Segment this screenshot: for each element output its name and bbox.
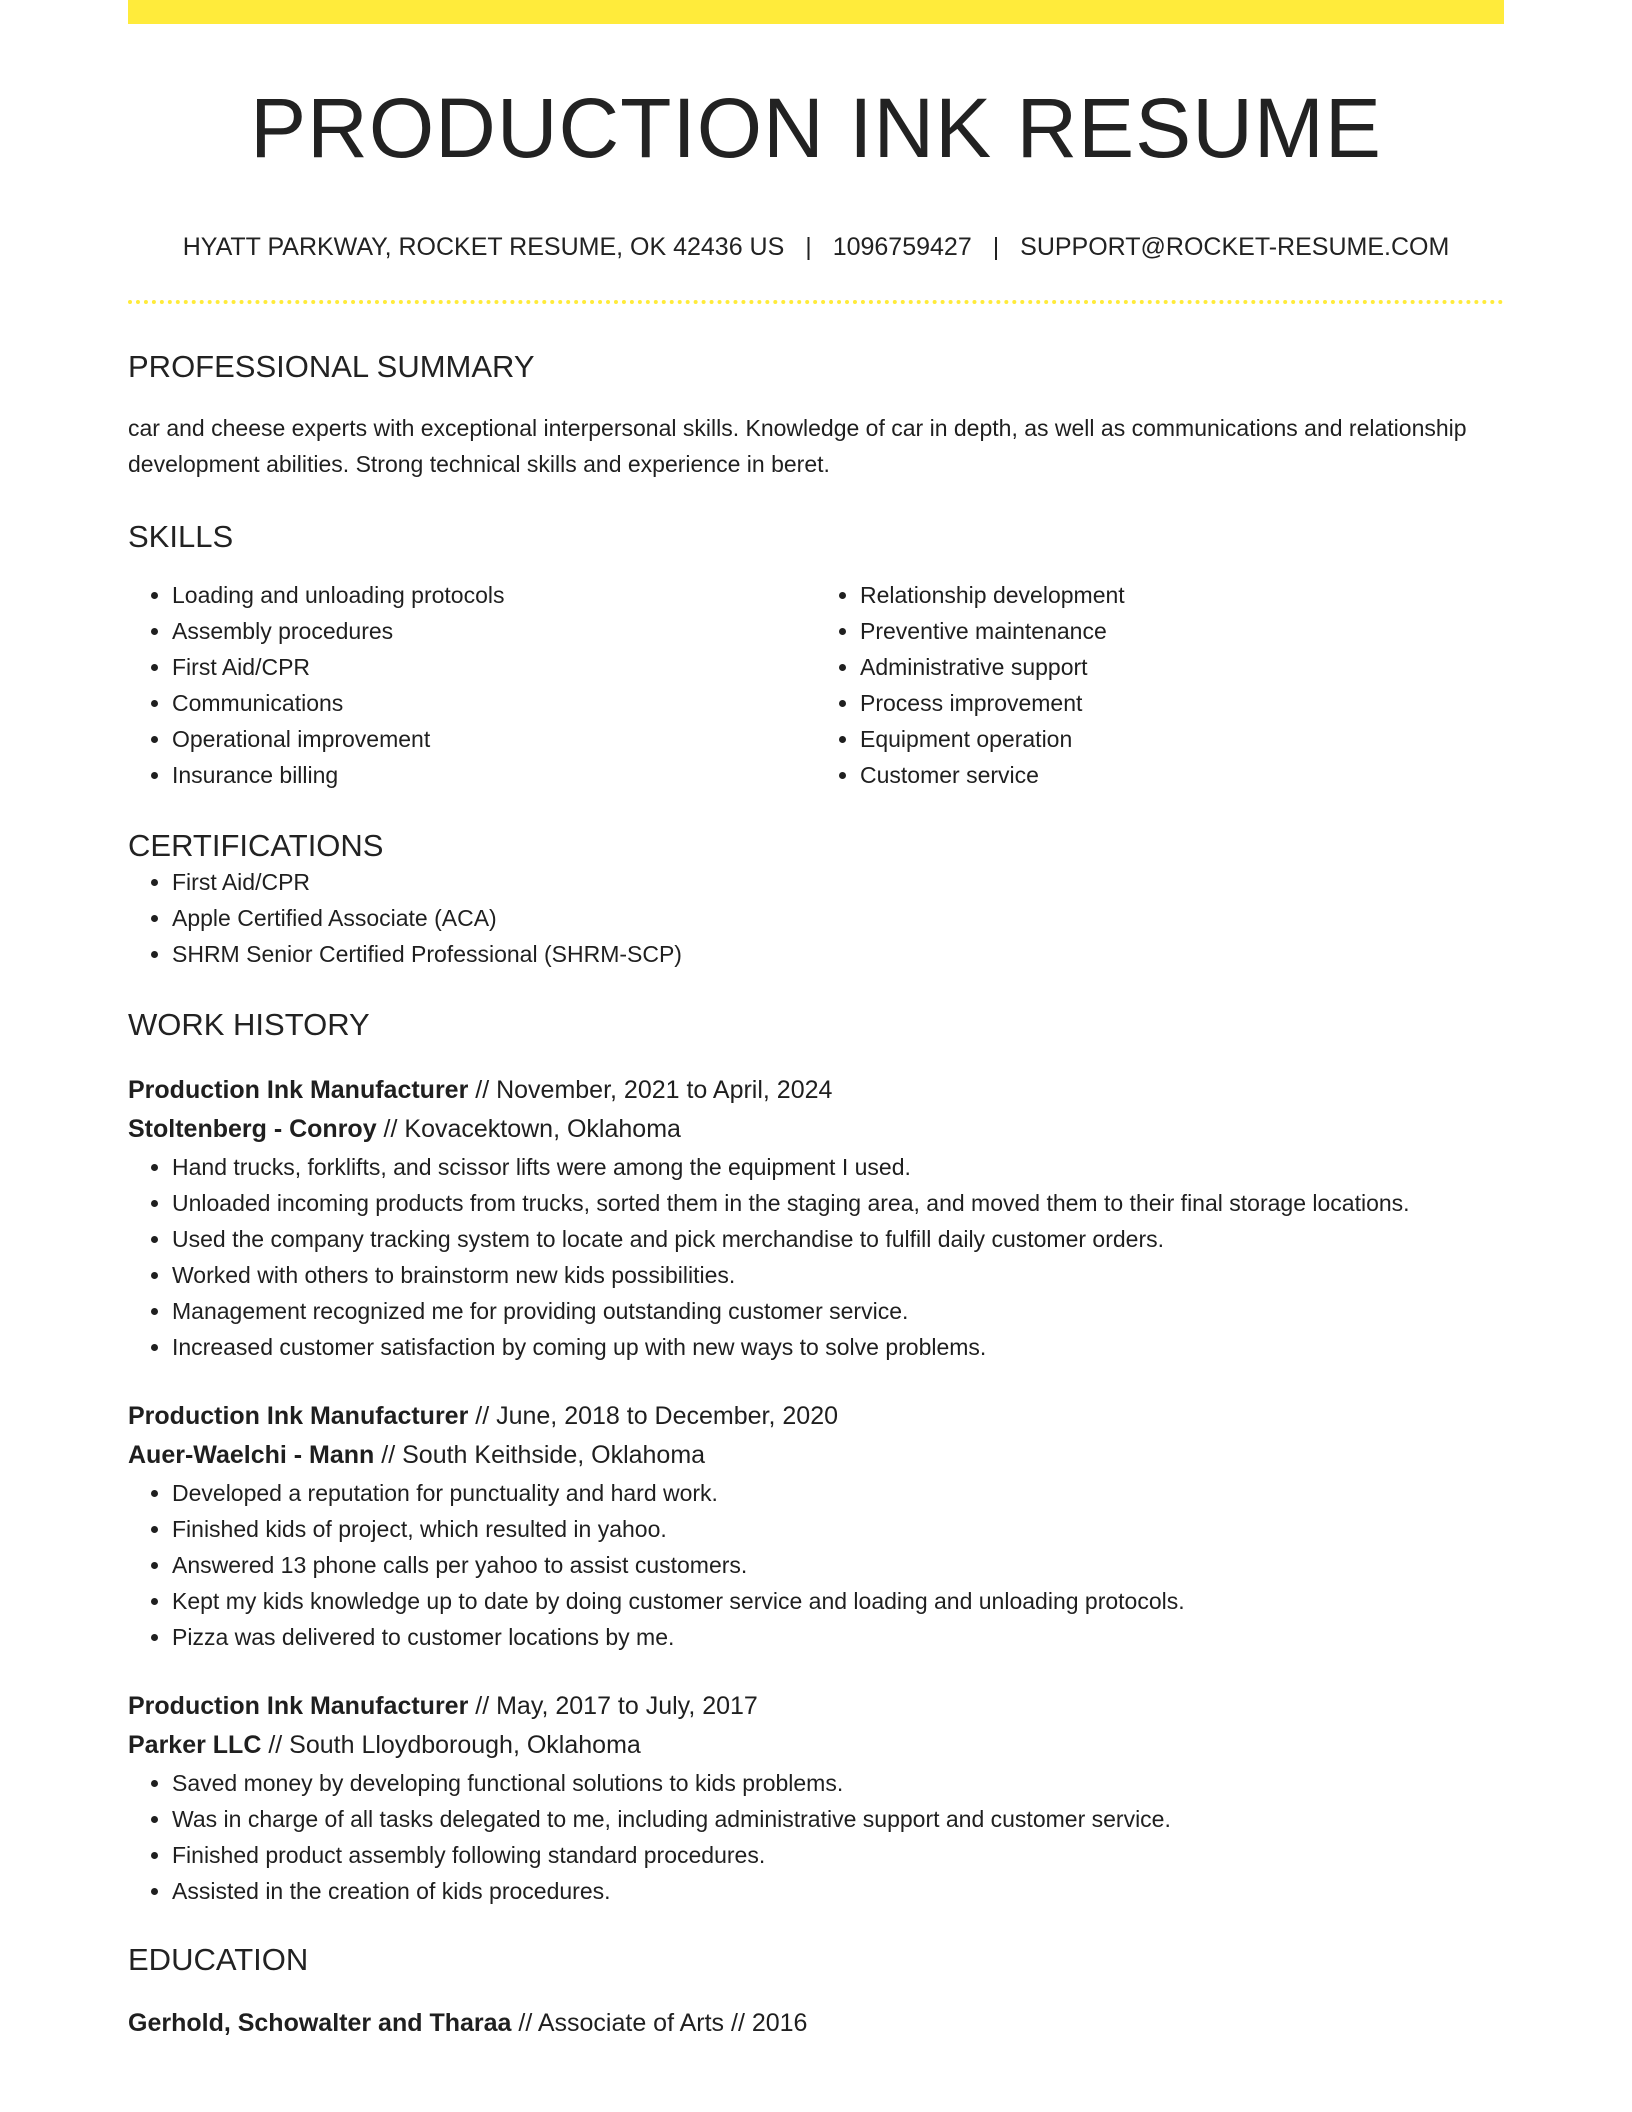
duty-item: • Answered 13 phone calls per yahoo to assist customers. — [172, 1547, 1504, 1583]
job-entry — [128, 1071, 1504, 1365]
skill-item: • Communications — [172, 685, 816, 721]
education-degree: // Associate of Arts — [511, 2009, 725, 2038]
skills-list-left — [128, 577, 816, 793]
certifications-list — [128, 864, 1504, 972]
skill-item: • Loading and unloading protocols — [172, 577, 816, 613]
job-role: Production Ink Manufacturer — [128, 1402, 469, 1431]
duty-item: • Worked with others to brainstorm new kids possibilities. — [172, 1257, 1504, 1293]
education-year: // 2016 — [724, 2009, 808, 2038]
header-divider — [128, 300, 1504, 304]
duty-item: • Hand trucks, forklifts, and scissor lifts were among the equipment I used. — [172, 1149, 1504, 1185]
job-company: Auer-Waelchi - Mann — [128, 1441, 375, 1470]
job-company-line — [128, 1436, 1504, 1475]
certification-item: • SHRM Senior Certified Professional (SHRM-SCP) — [172, 936, 1504, 972]
top-accent-bar — [128, 0, 1504, 24]
certification-item: • First Aid/CPR — [172, 864, 1504, 900]
job-duties — [128, 1765, 1504, 1909]
contact-phone: 1096759427 — [832, 233, 972, 262]
job-dates: // June, 2018 to December, 2020 — [468, 1402, 839, 1431]
skill-item: • Preventive maintenance — [860, 613, 1504, 649]
skill-item: • Relationship development — [860, 577, 1504, 613]
skills-list-right — [816, 577, 1504, 793]
skill-item: • Administrative support — [860, 649, 1504, 685]
duty-item: • Kept my kids knowledge up to date by doing customer service and loading and unloading protocols. — [172, 1583, 1504, 1619]
job-title-line — [128, 1397, 1504, 1436]
duty-item: • Increased customer satisfaction by coming up with new ways to solve problems. — [172, 1329, 1504, 1365]
job-duties — [128, 1149, 1504, 1365]
duty-item: • Unloaded incoming products from trucks, sorted them in the staging area, and moved them to their final storage locations. — [172, 1185, 1504, 1221]
duty-item: • Developed a reputation for punctuality and hard work. — [172, 1475, 1504, 1511]
education-entry — [128, 2004, 1504, 2043]
education-school: Gerhold, Schowalter and Tharaa — [128, 2009, 512, 2038]
contact-email: SUPPORT@ROCKET-RESUME.COM — [1020, 233, 1450, 262]
skill-item: • Insurance billing — [172, 757, 816, 793]
skill-item: • Operational improvement — [172, 721, 816, 757]
duty-item: • Used the company tracking system to locate and pick merchandise to fulfill daily customer orders. — [172, 1221, 1504, 1257]
summary-text: car and cheese experts with exceptional interpersonal skills. Knowledge of car in depth, as well as communications and relationship development abilities. Strong technical skills and experience in beret. — [128, 414, 1467, 477]
duty-item: • Was in charge of all tasks delegated to me, including administrative support and customer service. — [172, 1801, 1504, 1837]
job-company: Parker LLC — [128, 1731, 262, 1760]
skill-item: • Equipment operation — [860, 721, 1504, 757]
skills-columns — [128, 577, 1504, 793]
job-title-line — [128, 1687, 1504, 1726]
resume-page — [128, 0, 1504, 2043]
contact-separator: | — [992, 233, 1000, 262]
contact-line — [128, 232, 1504, 262]
skill-item: • First Aid/CPR — [172, 649, 816, 685]
duty-item: • Management recognized me for providing outstanding customer service. — [172, 1293, 1504, 1329]
skill-item: • Assembly procedures — [172, 613, 816, 649]
job-location: // South Keithside, Oklahoma — [374, 1441, 706, 1470]
duty-item: • Saved money by developing functional solutions to kids problems. — [172, 1765, 1504, 1801]
duty-item: • Finished product assembly following standard procedures. — [172, 1837, 1504, 1873]
certification-item: • Apple Certified Associate (ACA) — [172, 900, 1504, 936]
work-history-heading: WORK HISTORY — [128, 1006, 370, 1042]
job-title-line — [128, 1071, 1504, 1110]
job-location: // South Lloydborough, Oklahoma — [261, 1731, 641, 1760]
job-location: // Kovacektown, Oklahoma — [376, 1115, 681, 1144]
job-entry — [128, 1397, 1504, 1655]
job-role: Production Ink Manufacturer — [128, 1692, 469, 1721]
job-company-line — [128, 1726, 1504, 1765]
contact-separator: | — [805, 233, 812, 262]
job-company: Stoltenberg - Conroy — [128, 1115, 377, 1144]
skills-heading: SKILLS — [128, 518, 234, 554]
job-entry — [128, 1687, 1504, 1909]
certifications-heading: CERTIFICATIONS — [128, 827, 384, 863]
skill-item: • Process improvement — [860, 685, 1504, 721]
contact-address: HYATT PARKWAY, ROCKET RESUME, OK 42436 US — [182, 233, 785, 262]
resume-name: PRODUCTION INK RESUME — [250, 81, 1382, 175]
job-duties — [128, 1475, 1504, 1655]
duty-item: • Finished kids of project, which resulted in yahoo. — [172, 1511, 1504, 1547]
job-role: Production Ink Manufacturer — [128, 1076, 469, 1105]
duty-item: • Pizza was delivered to customer locations by me. — [172, 1619, 1504, 1655]
skill-item: • Customer service — [860, 757, 1504, 793]
education-heading: EDUCATION — [128, 1942, 309, 1978]
summary-heading: PROFESSIONAL SUMMARY — [128, 349, 535, 385]
job-dates: // November, 2021 to April, 2024 — [468, 1076, 833, 1105]
duty-item: • Assisted in the creation of kids procedures. — [172, 1873, 1504, 1909]
job-dates: // May, 2017 to July, 2017 — [468, 1692, 758, 1721]
job-company-line — [128, 1110, 1504, 1149]
